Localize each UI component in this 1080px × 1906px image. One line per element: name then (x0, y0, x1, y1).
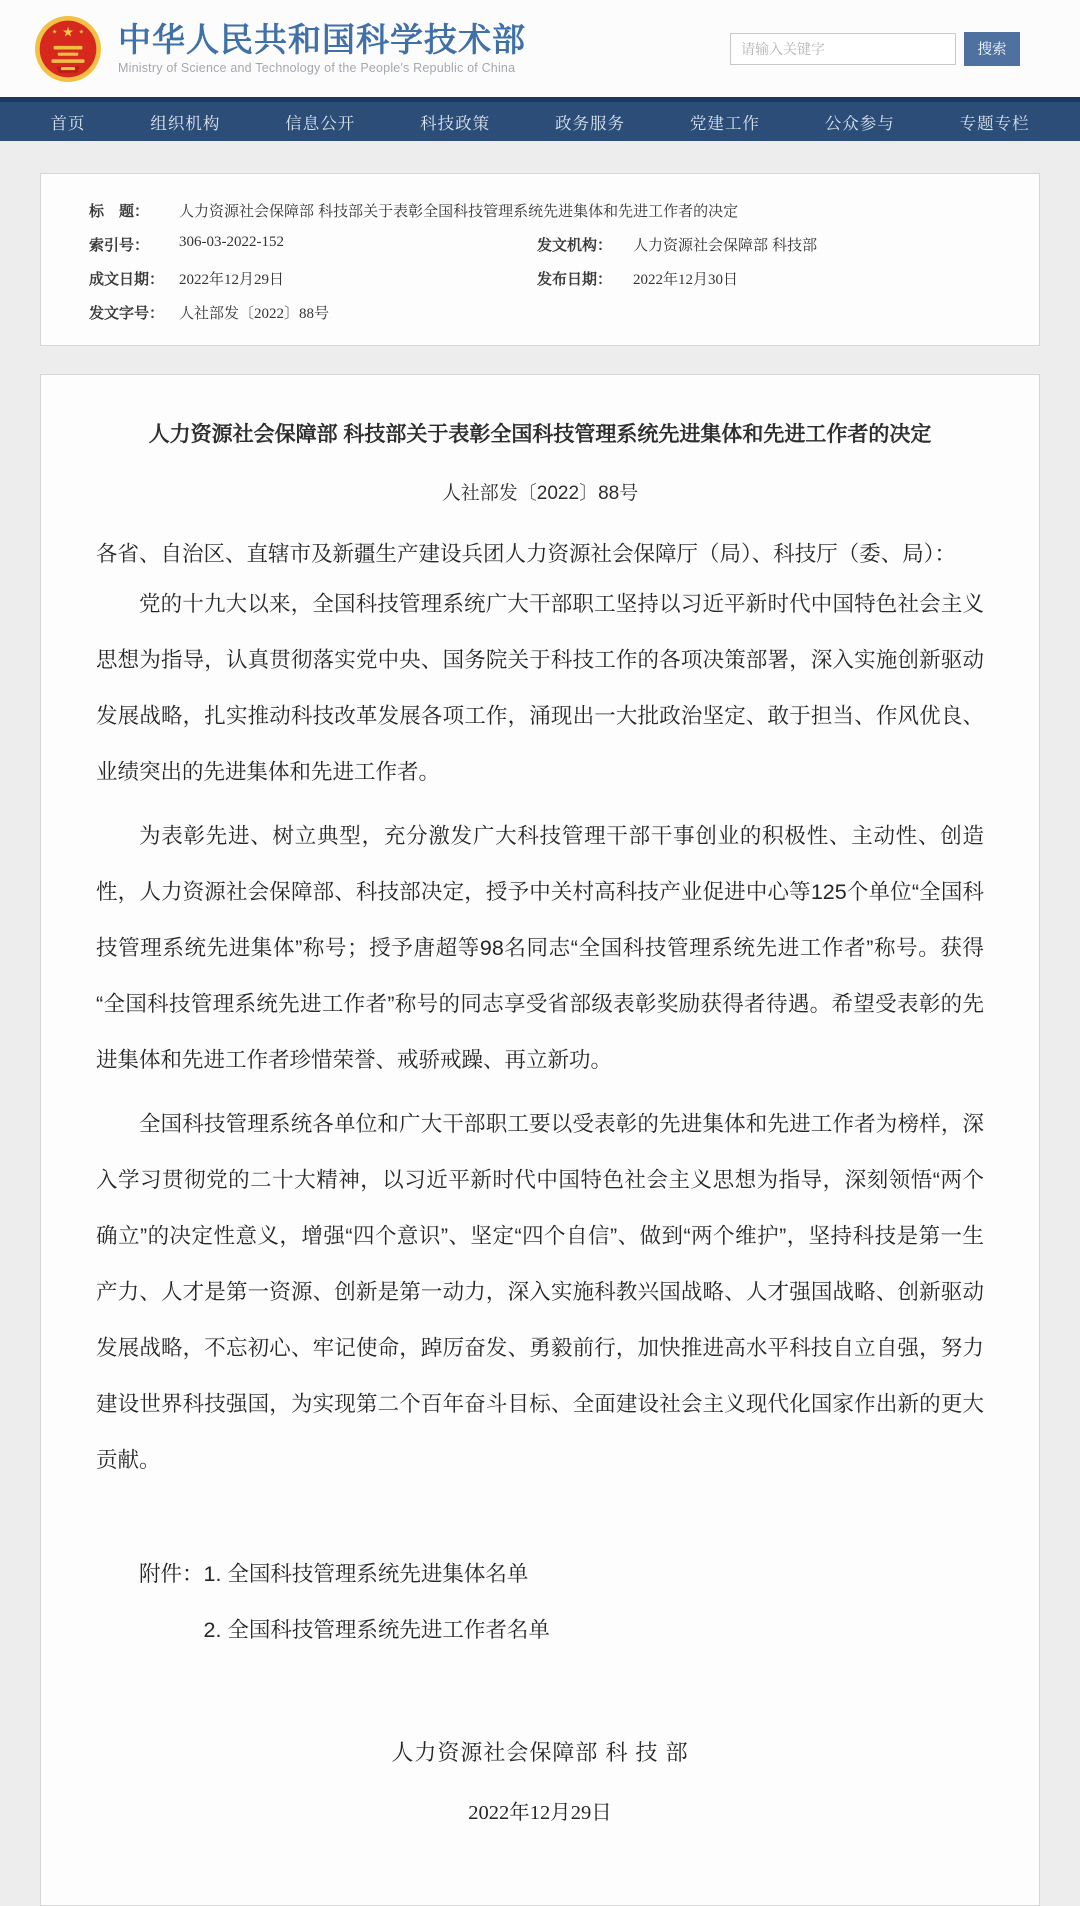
national-emblem-icon (34, 15, 102, 83)
meta-label-index: 索引号： (89, 237, 150, 254)
attachment-item-2[interactable]: 2. 全国科技管理系统先进工作者名单 (203, 1617, 550, 1642)
document-number: 人社部发〔2022〕88号 (441, 482, 639, 504)
site-title-block (118, 22, 526, 75)
document-signature: 人力资源社会保障部 科 技 部 (391, 1739, 689, 1765)
svg-text:★: ★ (62, 24, 74, 40)
meta-value-date-written: 2022年12月29日 (179, 272, 285, 288)
nav-item-home[interactable]: 首页 (50, 114, 86, 133)
meta-label-issuer: 发文机构： (537, 237, 613, 254)
site-subtitle: Ministry of Science and Technology of the People's Republic of China (118, 61, 516, 76)
nav-item-info-disclosure[interactable]: 信息公开 (285, 114, 356, 133)
main-nav (0, 97, 1080, 141)
nav-item-organization[interactable]: 组织机构 (150, 114, 221, 133)
meta-panel (40, 173, 1040, 346)
attachments-block (139, 1546, 984, 1658)
document-paragraph: 为表彰先进、树立典型，充分激发广大科技管理干部干事创业的积极性、主动性、创造性，人力资源社会保障部、科技部决定，授予中关村高科技产业促进中心等125个单位“全国科技管理系统先进集体”称号；授予唐超等98名同志“全国科技管理系统先进工作者”称号。获得“全国科技管理系统先进工作者”称号的同志享受省部级表彰奖励获得者待遇。希望受表彰的先进集体和先进工作者珍惜荣誉、戒骄戒躁、再立新功。 (96, 823, 984, 1072)
meta-label-doc-number: 发文字号： (89, 305, 165, 322)
site-logo[interactable] (34, 15, 526, 83)
nav-item-special-topics[interactable]: 专题专栏 (959, 114, 1030, 133)
meta-label-title: 标 题： (89, 203, 150, 220)
nav-item-public-participation[interactable]: 公众参与 (824, 114, 895, 133)
main-content (0, 173, 1080, 1906)
meta-value-doc-number: 人社部发〔2022〕88号 (179, 306, 330, 322)
attachments-label: 附件： (139, 1561, 204, 1586)
svg-text:★: ★ (51, 28, 58, 36)
meta-label-date-written: 成文日期： (89, 271, 165, 288)
nav-item-party-building[interactable]: 党建工作 (689, 114, 760, 133)
meta-value-date-published: 2022年12月30日 (633, 272, 739, 288)
search-button[interactable]: 搜索 (964, 32, 1020, 66)
search-box (730, 32, 1020, 66)
document-salutation: 各省、自治区、直辖市及新疆生产建设兵团人力资源社会保障厅（局）、科技厅（委、局）： (96, 541, 957, 566)
document-title: 人力资源社会保障部 科技部关于表彰全国科技管理系统先进集体和先进工作者的决定 (148, 423, 932, 446)
document-paragraph: 党的十九大以来，全国科技管理系统广大干部职工坚持以习近平新时代中国特色社会主义思想为指导，认真贯彻落实党中央、国务院关于科技工作的各项决策部署，深入实施创新驱动发展战略，扎实推动科技改革发展各项工作，涌现出一大批政治坚定、敢于担当、作风优良、业绩突出的先进集体和先进工作者。 (96, 591, 984, 784)
site-header (0, 0, 1080, 97)
nav-item-gov-services[interactable]: 政务服务 (554, 114, 625, 133)
document-date: 2022年12月29日 (468, 1801, 612, 1824)
meta-value-index: 306-03-2022-152 (179, 234, 284, 250)
meta-value-title: 人力资源社会保障部 科技部关于表彰全国科技管理系统先进集体和先进工作者的决定 (179, 203, 739, 220)
meta-label-date-published: 发布日期： (537, 271, 613, 288)
nav-item-sci-tech-policy[interactable]: 科技政策 (420, 114, 491, 133)
attachments-list (204, 1546, 550, 1658)
meta-value-issuer: 人力资源社会保障部 科技部 (633, 237, 818, 254)
attachment-item-1[interactable]: 1. 全国科技管理系统先进集体名单 (203, 1561, 529, 1586)
document-paragraph: 全国科技管理系统各单位和广大干部职工要以受表彰的先进集体和先进工作者为榜样，深入学习贯彻党的二十大精神，以习近平新时代中国特色社会主义思想为指导，深刻领悟“两个确立”的决定性意义，增强“四个意识”、坚定“四个自信”、做到“两个维护”，坚持科技是第一生产力、人才是第一资源、创新是第一动力，深入实施科教兴国战略、人才强国战略、创新驱动发展战略，不忘初心、牢记使命，踔厉奋发、勇毅前行，加快推进高水平科技自立自强，努力建设世界科技强国，为实现第二个百年奋斗目标、全面建设社会主义现代化国家作出新的更大贡献。 (96, 1111, 984, 1472)
svg-text:★: ★ (78, 28, 85, 36)
site-title: 中华人民共和国科学技术部 (118, 20, 526, 58)
search-input[interactable] (730, 33, 956, 65)
document-card (40, 374, 1040, 1906)
